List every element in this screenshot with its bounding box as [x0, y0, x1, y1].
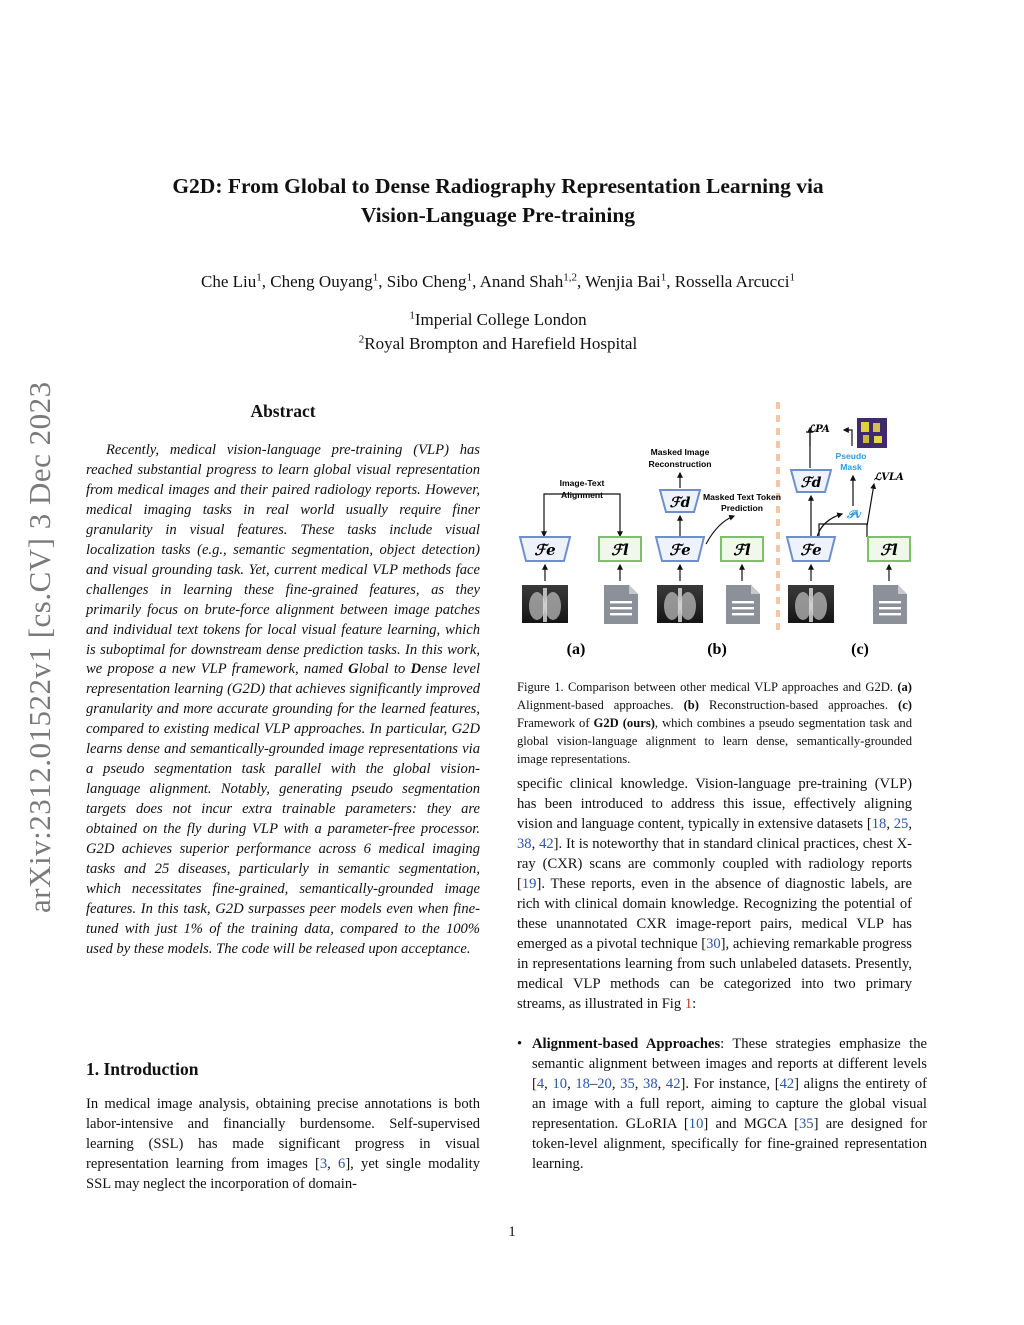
body-part: specific clinical knowledge. Vision-language pre-training (VLP) has been introduced to address this issue, effectively aligning vision and language content, typically in extensive datasets [: [517, 776, 912, 832]
arxiv-stamp: arXiv:2312.01522v1 [cs.CV] 3 Dec 2023: [22, 381, 57, 914]
xray-image-icon: [657, 585, 703, 623]
masked-image-label-1: Masked Image: [650, 447, 710, 457]
citation-link[interactable]: 38: [643, 1076, 658, 1092]
arrow-icon: [817, 514, 842, 537]
citation-link[interactable]: 19: [521, 876, 537, 892]
intro-part: ], yet single modality SSL may neglect the incorporation of domain-: [86, 1156, 481, 1192]
abstract-heading: Abstract: [250, 401, 316, 421]
bullet-heading: Alignment-based Approaches: [532, 1036, 721, 1052]
author-list: Che Liu$^1$, Cheng Ouyang$^1$, Sibo Cheng$^1$, Anand Shah$^{1,2}$, Wenjia Bai$^1$, Rossella Arcucci$^1$: [201, 271, 795, 291]
citation-link[interactable]: 38: [517, 836, 532, 852]
author: Cheng Ouyang: [270, 272, 373, 291]
masked-text-label-2: Prediction: [720, 503, 764, 513]
citation-link[interactable]: 42: [779, 1076, 795, 1092]
bullet-part: ] and MGCA [: [703, 1116, 799, 1132]
bullet-part: ,: [657, 1076, 666, 1092]
panel-label-b: (b): [707, 641, 727, 658]
citation-link[interactable]: 10: [552, 1076, 568, 1092]
abstract-body: [86, 441, 480, 960]
author: Anand Shah: [479, 272, 564, 291]
abstract-part: lobal to: [358, 661, 411, 678]
pseudo-processor-symbol: 𝒫v: [847, 508, 862, 521]
caption-bold: (c): [898, 698, 912, 712]
image-encoder-symbol: ℱe: [800, 541, 822, 559]
author: Sibo Cheng: [386, 272, 467, 291]
text-encoder-symbol: ℱl: [611, 541, 629, 559]
affiliation-name: Imperial College London: [414, 310, 587, 329]
image-encoder-symbol: ℱe: [669, 541, 691, 559]
author: Rossella Arcucci: [674, 272, 790, 291]
caption-part: Figure 1. Comparison between other medical VLP approaches and G2D.: [517, 680, 898, 694]
body-part: ]. It is noteworthy that in standard clinical practices, chest X-ray (CXR) scans are commonly coupled with radiology reports [: [517, 836, 912, 892]
citation-link[interactable]: 20: [597, 1076, 612, 1092]
figure-1: [512, 396, 912, 666]
alignment-arrow: [544, 494, 620, 536]
report-document-icon: [726, 585, 760, 624]
caption-bold: (b): [683, 698, 699, 712]
citation-link[interactable]: 4: [536, 1076, 545, 1092]
caption-part: , which combines a pseudo segmentation task and global vision-language alignment to learn dense, semantically-grounded image representations.: [517, 716, 913, 766]
bullet-part: –: [589, 1076, 598, 1092]
panel-a: [520, 478, 641, 658]
masked-image-label-2: Reconstruction: [648, 459, 712, 469]
body-part: ,: [886, 816, 894, 832]
decoder-symbol: ℱd: [800, 475, 822, 491]
bullet-mark: •: [517, 1036, 523, 1052]
panel-c: [787, 418, 910, 658]
bullet-part: : These strategies emphasize the semantic alignment between images and reports at different levels [: [532, 1036, 928, 1092]
citation-link[interactable]: 42: [665, 1076, 681, 1092]
affiliation-number: 1: [409, 309, 415, 322]
bullet-alignment-based: [517, 1034, 927, 1174]
intro-part: In medical image analysis, obtaining precise annotations is both labor-intensive and financially burdensome. Self-supervised learning (SSL) has made significant progress in visual representation learning from images [: [86, 1096, 480, 1172]
citation-link[interactable]: 18: [871, 816, 887, 832]
affiliation-2: [90, 332, 906, 356]
xray-image-icon: [522, 585, 568, 623]
citation-link[interactable]: 42: [539, 836, 554, 852]
citation-link[interactable]: 35: [799, 1116, 814, 1132]
panel-b: [648, 447, 781, 658]
paper-title: [90, 172, 906, 230]
loss-pa-symbol: ℒPA: [808, 424, 830, 435]
caption-part: Framework of: [517, 716, 594, 730]
masked-text-label-1: Masked Text Token: [702, 492, 782, 502]
page-number: 1: [508, 1224, 516, 1240]
abstract-bold-letter: D: [410, 661, 422, 678]
report-document-icon: [604, 585, 638, 624]
figure-link[interactable]: 1: [684, 996, 693, 1012]
abstract-bold-letter: G: [348, 661, 359, 678]
body-part: ], achieving remarkable progress in representations learning from such unlabeled datasets. Presently, medical VLP methods can be categorized into two primary streams, as illustrated in Fig: [517, 936, 912, 1012]
citation-link[interactable]: 35: [620, 1076, 635, 1092]
author-affil: 1: [466, 271, 473, 284]
title-line-2: Vision-Language Pre-training: [360, 203, 636, 227]
caption-part: Reconstruction-based approaches.: [699, 698, 899, 712]
citation-link[interactable]: 18: [575, 1076, 590, 1092]
bullet-part: ,: [611, 1076, 621, 1092]
caption-bold: (a): [897, 680, 912, 694]
author-affil: 1: [789, 271, 795, 284]
intro-body: [86, 1094, 480, 1194]
body-part: ]. These reports, even in the absence of diagnostic labels, are rich with clinical domain knowledge. Recognizing the potential of these unannotated CXR image-report pairs, medical VLP has emerged as a pivotal technique [: [517, 876, 912, 952]
mask-label: Mask: [840, 462, 862, 472]
xray-image-icon: [788, 585, 834, 623]
abstract-part: Recently, medical vision-language pre-training (VLP) has reached substantial progress to learn global visual representation from medical images and their paired radiology reports. However, medical imaging tasks in real world usually require finer granularity in visual features. These tasks include visual localization tasks (e.g., semantic segmentation, object detection) and visual grounding task. Yet, current medical VLP methods face challenges in learning these fine-grained features, as they primarily focus on brute-force alignment between image patches and individual text tokens for local visual feature learning, which is suboptimal for downstream dense prediction tasks. In this work, we propose a new VLP framework, named: [86, 442, 480, 678]
pseudo-label: Pseudo: [835, 451, 867, 461]
caption-part: Alignment-based approaches.: [517, 698, 684, 712]
alignment-label-1: Image-Text: [559, 478, 605, 488]
author-affil: 1: [372, 271, 379, 284]
author: Che Liu: [201, 272, 257, 291]
citation-link[interactable]: 30: [706, 936, 721, 952]
body-part: :: [692, 996, 697, 1012]
right-column-body: [517, 774, 912, 1014]
bullet-part: ,: [544, 1076, 553, 1092]
bullet-part: ] are designed for token-level alignment, specifically for fine-grained representation learning.: [532, 1116, 927, 1172]
text-encoder-symbol: ℱl: [880, 541, 898, 559]
body-part: ,: [531, 836, 540, 852]
arrow-icon: [867, 484, 874, 526]
intro-heading: 1. Introduction: [86, 1059, 199, 1079]
affiliation-name: Royal Brompton and Harefield Hospital: [364, 334, 638, 353]
title-line-1: G2D: From Global to Dense Radiography Representation Learning via: [172, 174, 824, 198]
author-affil: 1: [660, 271, 667, 284]
citation-link[interactable]: 3: [319, 1156, 328, 1172]
intro-part: ,: [327, 1156, 339, 1172]
arrow-line: [819, 524, 867, 537]
citation-link[interactable]: 25: [893, 816, 909, 832]
citation-link[interactable]: 10: [688, 1116, 704, 1132]
author-affil: 1: [256, 271, 262, 284]
author: Wenjia Bai: [585, 272, 661, 291]
author-affil: 1,2: [563, 271, 577, 284]
panel-label-a: (a): [566, 641, 586, 658]
panel-label-c: (c): [851, 641, 869, 658]
caption-bold: G2D (ours): [593, 716, 655, 730]
arrow-icon: [844, 430, 852, 446]
loss-vla-symbol: ℒVLA: [874, 472, 904, 483]
alignment-label-2: Alignment: [560, 490, 604, 500]
abstract-part: ense level representation learning (G2D) that achieves significantly improved granularity and more accurate grounding for the learned features, compared to existing medical VLP approaches. In particular, G2D learns dense and semantically-grounded image representations via a pseudo segmentation task parallel with the global vision-language alignment. Notably, generating pseudo segmentation targets does not incur extra trainable parameters: they are obtained on the fly during VLP with a parameter-free processor. G2D achieves superior performance across 6 medical imaging tasks and 25 diseases, particularly in semantic segmentation, which necessitates fine-grained, semantically-grounded image features. In this task, G2D surpasses peer models even when fine-tuned with just 1% of the training data, compared to the 100% used by these models. The code will be released upon acceptance.: [86, 661, 481, 957]
bullet-part: ]. For instance, [: [680, 1076, 780, 1092]
decoder-symbol: ℱd: [669, 495, 691, 511]
bullet-part: ] aligns the entirety of an image with a full report, aiming to capture the global visual representation. GLoRIA [: [532, 1076, 928, 1132]
image-encoder-symbol: ℱe: [534, 541, 556, 559]
citation-link[interactable]: 6: [338, 1156, 346, 1172]
pseudo-mask-image: [857, 418, 887, 448]
figure-caption: [517, 678, 912, 768]
affiliation-1: [90, 308, 906, 332]
bullet-part: ,: [634, 1076, 644, 1092]
affiliation-number: 2: [358, 333, 365, 346]
bullet-part: ,: [567, 1076, 576, 1092]
body-part: ,: [908, 816, 912, 832]
report-document-icon: [873, 585, 907, 624]
text-encoder-symbol: ℱl: [733, 541, 751, 559]
